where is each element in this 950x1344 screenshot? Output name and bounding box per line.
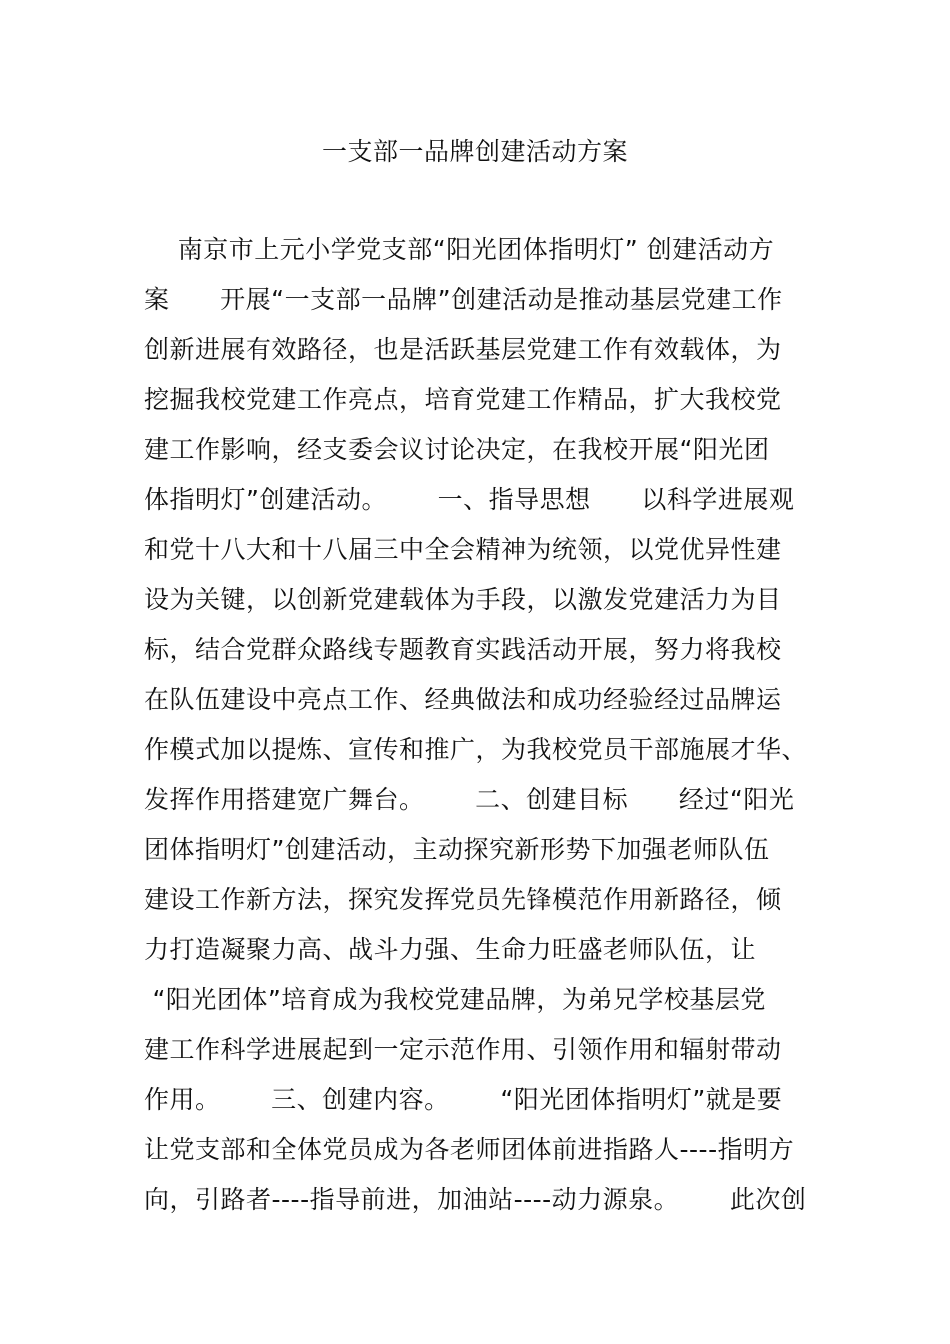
body-line-1: 南京市上元小学党支部“阳光团体指明灯” 创建活动方 <box>144 235 775 264</box>
document-body <box>144 230 844 1230</box>
body-line-11: 作模式加以提炼、宣传和推广，为我校党员干部施展才华、 <box>144 735 808 764</box>
body-line-14: 建设工作新方法，探究发挥党员先锋模范作用新路径，倾 <box>144 885 782 914</box>
body-line-17: 建工作科学进展起到一定示范作用、引领作用和辐射带动 <box>144 1035 782 1064</box>
document-title: 一支部一品牌创建活动方案 <box>321 137 628 166</box>
body-line-10: 在队伍建设中亮点工作、经典做法和成功经验经过品牌运 <box>144 685 782 714</box>
body-line-3: 创新进展有效路径，也是活跃基层党建工作有效载体，为 <box>144 335 782 364</box>
body-line-8: 设为关键，以创新党建载体为手段，以激发党建活力为目 <box>144 585 782 614</box>
body-line-13: 团体指明灯”创建活动，主动探究新形势下加强老师队伍 <box>144 835 770 864</box>
body-line-12: 发挥作用搭建宽广舞台。 二、创建目标 经过“阳光 <box>144 785 795 814</box>
body-line-18: 作用。 三、创建内容。 “阳光团体指明灯”就是要 <box>144 1085 783 1114</box>
body-line-6: 体指明灯”创建活动。 一、指导思想 以科学进展观 <box>144 485 795 514</box>
body-line-15: 力打造凝聚力高、战斗力强、生命力旺盛老师队伍，让 <box>144 935 757 964</box>
body-line-2: 案 开展“一支部一品牌”创建活动是推动基层党建工作 <box>144 285 783 314</box>
body-line-5: 建工作影响，经支委会议讨论决定，在我校开展“阳光团 <box>144 435 770 464</box>
body-line-9: 标，结合党群众路线专题教育实践活动开展，努力将我校 <box>144 635 782 664</box>
body-line-20: 向，引路者----指导前进，加油站----动力源泉。 此次创 <box>144 1185 807 1214</box>
body-line-7: 和党十八大和十八届三中全会精神为统领，以党优异性建 <box>144 535 782 564</box>
body-line-16: “阳光团体”培育成为我校党建品牌，为弟兄学校基层党 <box>144 985 766 1014</box>
body-line-4: 挖掘我校党建工作亮点，培育党建工作精品，扩大我校党 <box>144 385 782 414</box>
body-line-19: 让党支部和全体党员成为各老师团体前进指路人----指明方 <box>144 1135 795 1164</box>
